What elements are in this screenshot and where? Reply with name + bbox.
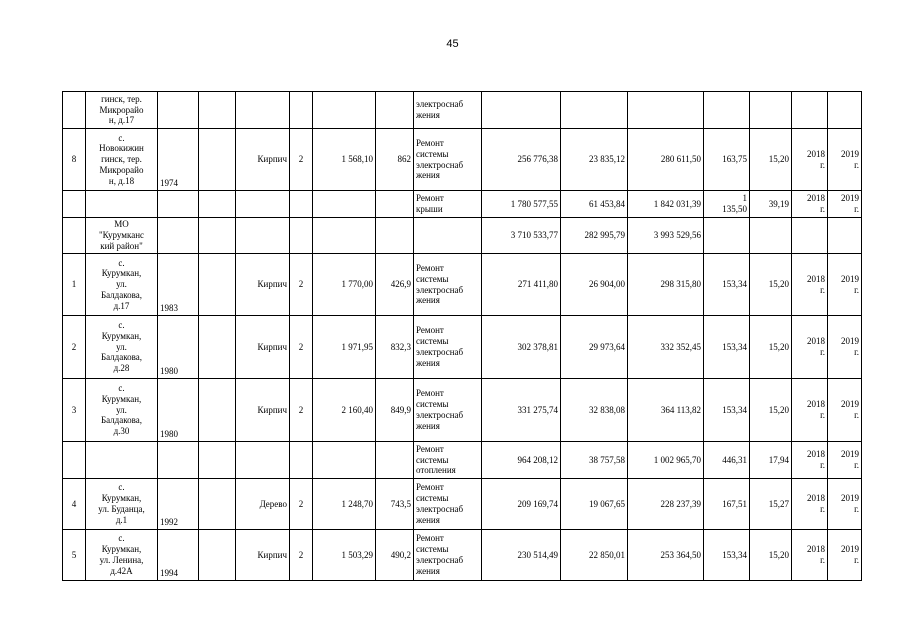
table-cell-s4: 153,34 — [704, 254, 750, 316]
table-cell-total: 3 710 533,77 — [482, 218, 561, 254]
table-cell-addr: с. Курумкан, ул. Балдакова, д.28 — [86, 316, 158, 379]
table-row — [63, 316, 862, 379]
table-cell-s2: 32 838,08 — [561, 379, 628, 442]
table-cell-year: 1980 — [158, 316, 199, 379]
table-cell-s5 — [750, 218, 792, 254]
table-cell-c3 — [199, 379, 236, 442]
table-cell-cnt: 2 — [290, 379, 313, 442]
table-cell-s3: 3 993 529,56 — [628, 218, 704, 254]
table-cell-c3 — [199, 129, 236, 191]
table-cell-area: 2 160,40 — [313, 379, 376, 442]
table-cell-s3: 253 364,50 — [628, 530, 704, 581]
table-row — [63, 442, 862, 479]
table-cell-year: 1992 — [158, 479, 199, 530]
table-cell-c3 — [199, 218, 236, 254]
table-cell-y1: 2018 г. — [792, 129, 828, 191]
table-cell-year: 1983 — [158, 254, 199, 316]
table-cell-s5 — [750, 92, 792, 129]
table-cell-cnt: 2 — [290, 316, 313, 379]
table-cell-work: Ремонт системы электроснаб жения — [414, 254, 482, 316]
table-cell-mat — [236, 92, 290, 129]
table-cell-y1: 2018 г. — [792, 316, 828, 379]
table-cell-s3: 364 113,82 — [628, 379, 704, 442]
table-cell-c3 — [199, 479, 236, 530]
table-cell-year — [158, 218, 199, 254]
table-cell-year: 1980 — [158, 379, 199, 442]
table-cell-addr: с. Курумкан, ул. Ленина, д.42А — [86, 530, 158, 581]
table-row — [63, 254, 862, 316]
table-cell-s4: 163,75 — [704, 129, 750, 191]
table-cell-area — [313, 442, 376, 479]
table-cell-s4 — [704, 218, 750, 254]
table-cell-s5: 15,20 — [750, 316, 792, 379]
table-cell-s5: 15,20 — [750, 530, 792, 581]
table-cell-num — [63, 191, 86, 218]
table-cell-s2: 23 835,12 — [561, 129, 628, 191]
table-cell-area: 1 248,70 — [313, 479, 376, 530]
table-cell-s4: 167,51 — [704, 479, 750, 530]
table-cell-year — [158, 191, 199, 218]
table-cell-work: Ремонт системы электроснаб жения — [414, 479, 482, 530]
table-row — [63, 479, 862, 530]
table-cell-total: 331 275,74 — [482, 379, 561, 442]
table-cell-year: 1974 — [158, 129, 199, 191]
table-cell-area — [313, 92, 376, 129]
table-row — [63, 530, 862, 581]
table-cell-lv: 490,2 — [376, 530, 414, 581]
table-cell-s4 — [704, 92, 750, 129]
table-cell-addr: с. Курумкан, ул. Балдакова, д.17 — [86, 254, 158, 316]
table-cell-y2 — [828, 92, 862, 129]
table-cell-total: 302 378,81 — [482, 316, 561, 379]
table-cell-s2: 22 850,01 — [561, 530, 628, 581]
table-cell-total: 1 780 577,55 — [482, 191, 561, 218]
table-cell-lv — [376, 191, 414, 218]
table-cell-work: Ремонт системы электроснаб жения — [414, 379, 482, 442]
table-cell-addr — [86, 442, 158, 479]
table-cell-num: 8 — [63, 129, 86, 191]
table-cell-addr: МО "Курумканс кий район" — [86, 218, 158, 254]
table-cell-y1 — [792, 92, 828, 129]
table-cell-c3 — [199, 530, 236, 581]
table-cell-s3 — [628, 92, 704, 129]
table-cell-addr: с. Новокижин гинск, тер. Микрорайо н, д.18 — [86, 129, 158, 191]
table-cell-y1: 2018 г. — [792, 191, 828, 218]
page-number: 45 — [446, 38, 459, 50]
table-row — [63, 92, 862, 129]
table-cell-s3: 228 237,39 — [628, 479, 704, 530]
table-cell-lv: 849,9 — [376, 379, 414, 442]
table-cell-c3 — [199, 254, 236, 316]
table-cell-mat — [236, 442, 290, 479]
table-cell-y2: 2019 г. — [828, 379, 862, 442]
table-cell-area: 1 503,29 — [313, 530, 376, 581]
table-cell-s5: 17,94 — [750, 442, 792, 479]
table-cell-s4: 153,34 — [704, 316, 750, 379]
table-cell-cnt — [290, 442, 313, 479]
table-cell-cnt — [290, 92, 313, 129]
table-cell-num: 1 — [63, 254, 86, 316]
table-cell-work: Ремонт крыши — [414, 191, 482, 218]
table-cell-total: 230 514,49 — [482, 530, 561, 581]
table-cell-cnt — [290, 191, 313, 218]
table-cell-mat: Кирпич — [236, 129, 290, 191]
table-cell-s3: 332 352,45 — [628, 316, 704, 379]
table-cell-area — [313, 218, 376, 254]
table-cell-num: 5 — [63, 530, 86, 581]
table-cell-year — [158, 92, 199, 129]
table-cell-addr — [86, 191, 158, 218]
table-cell-s2: 61 453,84 — [561, 191, 628, 218]
table-cell-year — [158, 442, 199, 479]
table-cell-s3: 1 842 031,39 — [628, 191, 704, 218]
table-cell-num: 3 — [63, 379, 86, 442]
table-cell-lv: 862 — [376, 129, 414, 191]
table-cell-y1 — [792, 218, 828, 254]
table-cell-s2: 19 067,65 — [561, 479, 628, 530]
table-cell-y2: 2019 г. — [828, 442, 862, 479]
table-cell-area: 1 971,95 — [313, 316, 376, 379]
table-cell-mat: Кирпич — [236, 530, 290, 581]
table-cell-total: 964 208,12 — [482, 442, 561, 479]
table-cell-lv — [376, 442, 414, 479]
table-cell-s3: 280 611,50 — [628, 129, 704, 191]
table-cell-s2: 38 757,58 — [561, 442, 628, 479]
table-cell-work — [414, 218, 482, 254]
table-row — [63, 191, 862, 218]
table-cell-y2 — [828, 218, 862, 254]
table-cell-area — [313, 191, 376, 218]
table-cell-cnt: 2 — [290, 479, 313, 530]
table-cell-y2: 2019 г. — [828, 316, 862, 379]
table-cell-y2: 2019 г. — [828, 530, 862, 581]
table-cell-c3 — [199, 191, 236, 218]
table-cell-num — [63, 92, 86, 129]
table-cell-lv: 743,5 — [376, 479, 414, 530]
table-cell-y1: 2018 г. — [792, 442, 828, 479]
table-cell-y1: 2018 г. — [792, 479, 828, 530]
table-cell-s5: 15,20 — [750, 254, 792, 316]
table-cell-mat — [236, 218, 290, 254]
table-cell-mat: Дерево — [236, 479, 290, 530]
table-body — [63, 92, 862, 581]
table-cell-mat — [236, 191, 290, 218]
table-cell-total: 271 411,80 — [482, 254, 561, 316]
table-cell-num — [63, 218, 86, 254]
table-cell-cnt: 2 — [290, 254, 313, 316]
table-cell-s4: 153,34 — [704, 379, 750, 442]
table-cell-mat: Кирпич — [236, 254, 290, 316]
table-row — [63, 379, 862, 442]
table-cell-y1: 2018 г. — [792, 254, 828, 316]
table-cell-lv — [376, 92, 414, 129]
table-cell-s3: 298 315,80 — [628, 254, 704, 316]
table-cell-y2: 2019 г. — [828, 191, 862, 218]
table-cell-work: электроснаб жения — [414, 92, 482, 129]
table-cell-addr: гинск, тер. Микрорайо н, д.17 — [86, 92, 158, 129]
table-cell-y2: 2019 г. — [828, 129, 862, 191]
table-row — [63, 129, 862, 191]
table-cell-c3 — [199, 442, 236, 479]
table-cell-s5: 15,20 — [750, 129, 792, 191]
table-cell-area: 1 770,00 — [313, 254, 376, 316]
table-cell-c3 — [199, 92, 236, 129]
table-cell-s5: 15,20 — [750, 379, 792, 442]
table-cell-s5: 39,19 — [750, 191, 792, 218]
table-cell-y1: 2018 г. — [792, 530, 828, 581]
table-cell-s2: 282 995,79 — [561, 218, 628, 254]
table-cell-num: 4 — [63, 479, 86, 530]
table-cell-s3: 1 002 965,70 — [628, 442, 704, 479]
table-cell-num: 2 — [63, 316, 86, 379]
table-cell-total — [482, 92, 561, 129]
table-cell-s2 — [561, 92, 628, 129]
table-cell-work: Ремонт системы отопления — [414, 442, 482, 479]
table-cell-s2: 26 904,00 — [561, 254, 628, 316]
table-cell-work: Ремонт системы электроснаб жения — [414, 129, 482, 191]
table-cell-s2: 29 973,64 — [561, 316, 628, 379]
table-cell-work: Ремонт системы электроснаб жения — [414, 530, 482, 581]
table-row — [63, 218, 862, 254]
table-cell-s4: 446,31 — [704, 442, 750, 479]
table-cell-y2: 2019 г. — [828, 254, 862, 316]
table-cell-cnt: 2 — [290, 129, 313, 191]
table-cell-cnt — [290, 218, 313, 254]
table-cell-s4: 1 135,50 — [704, 191, 750, 218]
table-cell-lv — [376, 218, 414, 254]
table-cell-total: 209 169,74 — [482, 479, 561, 530]
table-cell-year: 1994 — [158, 530, 199, 581]
table-cell-addr: с. Курумкан, ул. Балдакова, д.30 — [86, 379, 158, 442]
table-cell-area: 1 568,10 — [313, 129, 376, 191]
table-cell-addr: с. Курумкан, ул. Буданца, д.1 — [86, 479, 158, 530]
table-cell-lv: 832,3 — [376, 316, 414, 379]
table-cell-num — [63, 442, 86, 479]
table-cell-cnt: 2 — [290, 530, 313, 581]
table-cell-y1: 2018 г. — [792, 379, 828, 442]
table-cell-c3 — [199, 316, 236, 379]
housing-repair-table — [62, 91, 862, 581]
table-cell-lv: 426,9 — [376, 254, 414, 316]
table-cell-mat: Кирпич — [236, 379, 290, 442]
table-cell-s4: 153,34 — [704, 530, 750, 581]
table-cell-work: Ремонт системы электроснаб жения — [414, 316, 482, 379]
table-cell-total: 256 776,38 — [482, 129, 561, 191]
table-cell-mat: Кирпич — [236, 316, 290, 379]
table-cell-s5: 15,27 — [750, 479, 792, 530]
table-cell-y2: 2019 г. — [828, 479, 862, 530]
